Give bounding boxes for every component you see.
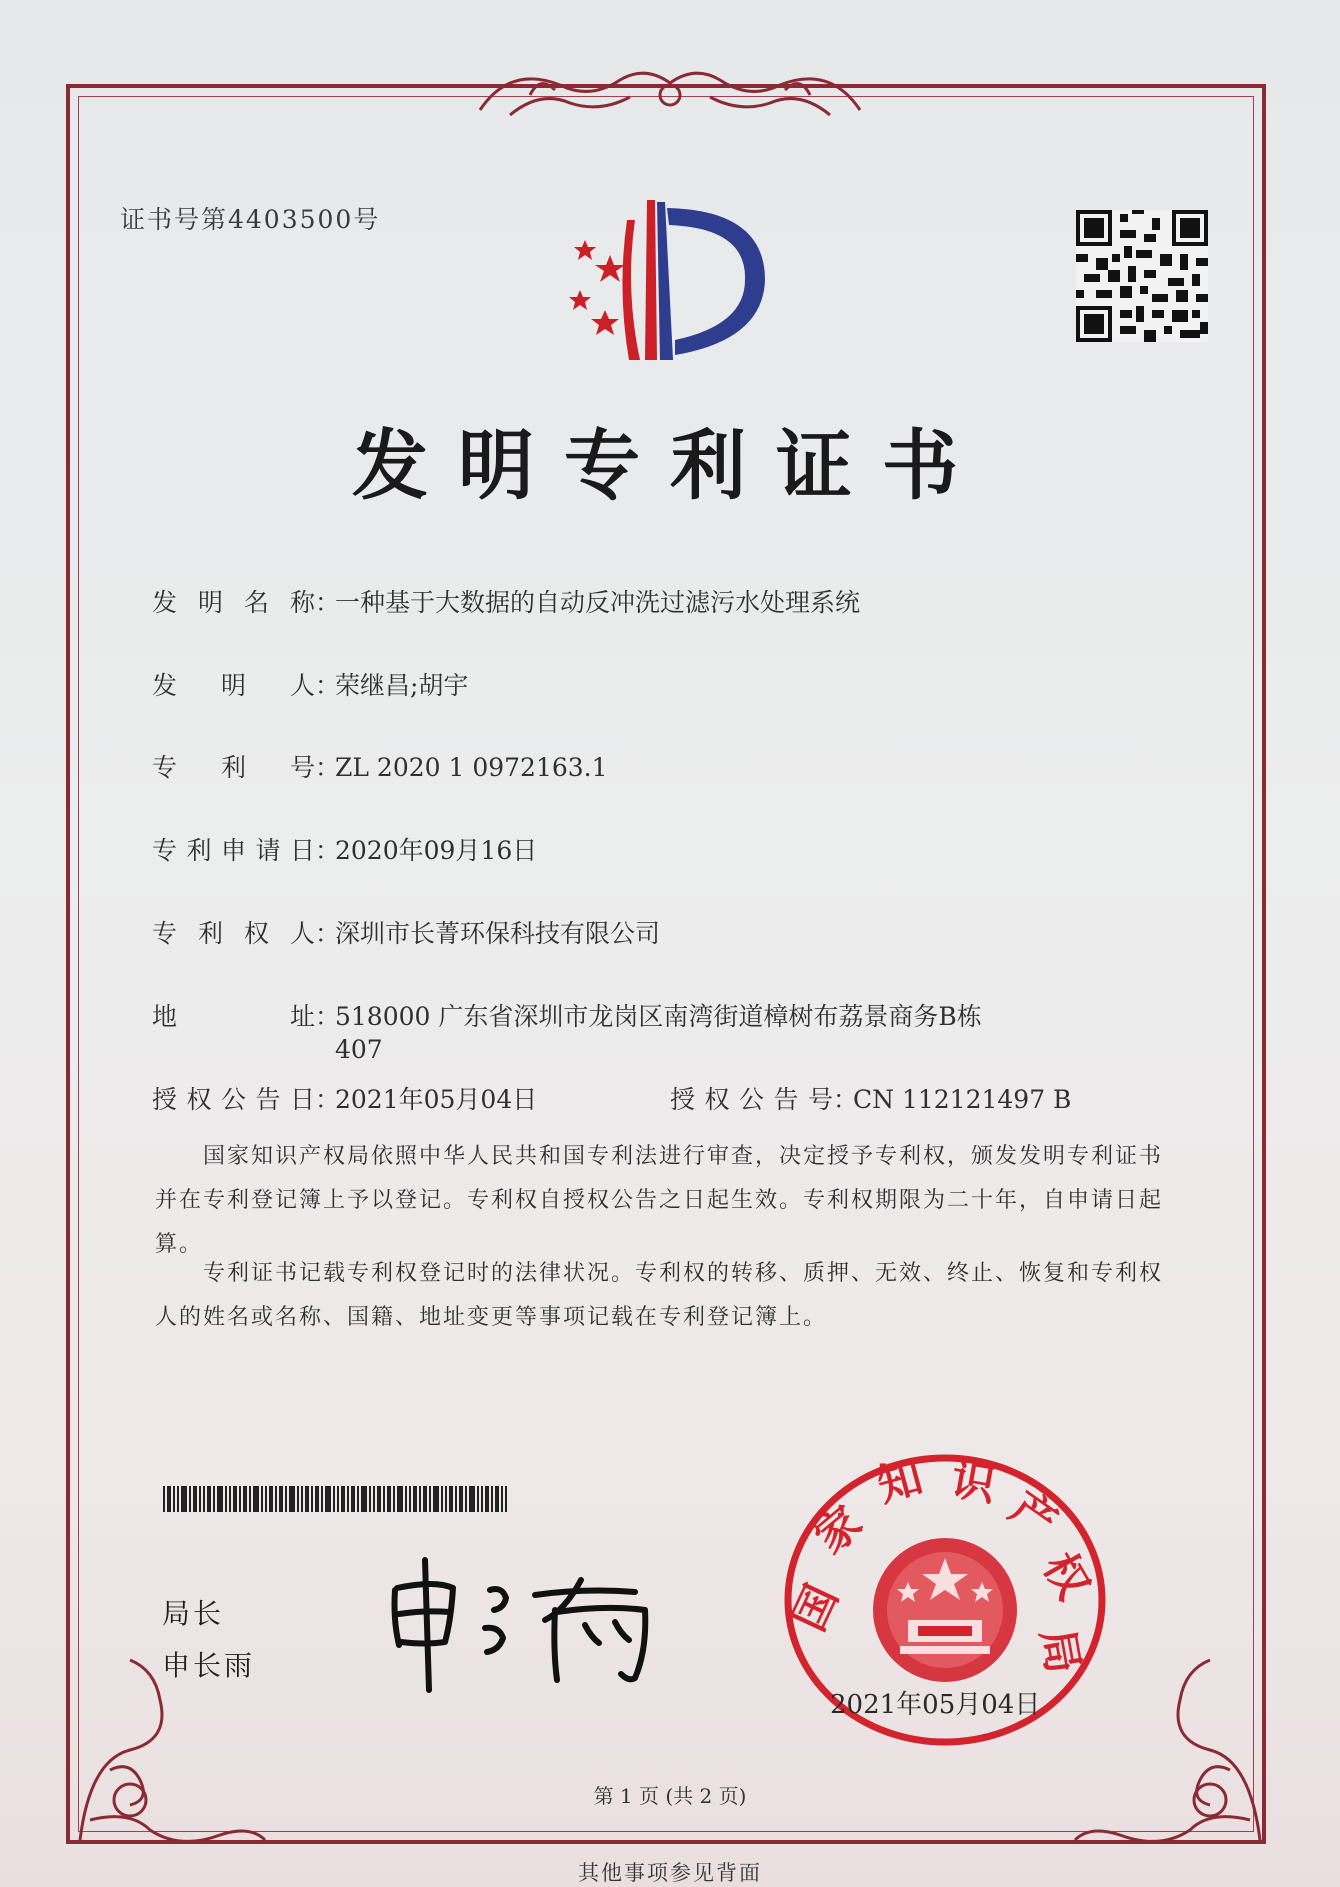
inventor-row [152,666,468,702]
inventor-label: 发明人 [152,671,315,700]
address-row [152,997,982,1033]
director-signature-icon [385,1550,675,1700]
director-title: 局长 [162,1597,225,1630]
application-date-row [152,831,537,867]
grant-number-row [670,1080,1071,1116]
seal-date: 2021年05月04日 [830,1690,1041,1720]
patentee-value: 深圳市长菁环保科技有限公司 [335,919,661,948]
certificate-number: 证书号第4403500号 [120,205,381,234]
bottom-note: 其他事项参见背面 [578,1861,762,1885]
page-number: 第 1 页 (共 2 页) [593,1784,747,1808]
grant-number-label: 授权公告号 [670,1085,833,1114]
colon: ： [315,1002,341,1031]
cnipa-logo-icon [565,190,780,365]
patentee-label: 专利权人 [152,919,315,948]
inventor-value: 荣继昌;胡宇 [335,671,469,700]
grant-date-value: 2021年05月04日 [335,1085,538,1114]
svg-text:知: 知 [872,1451,928,1513]
patent-number-value: ZL 2020 1 0972163.1 [335,753,608,782]
colon: ： [315,836,341,865]
svg-text:局: 局 [1030,1625,1089,1678]
statement-paragraph-2: 专利证书记载专利权登记时的法律状况。专利权的转移、质押、无效、终止、恢复和专利权人的姓名或名称、国籍、地址变更等事项记载在专利登记簿上。 [155,1261,1164,1330]
address-value-line1: 518000 广东省深圳市龙岗区南湾街道樟树布荔景商务B栋 [335,1002,982,1031]
barcode-icon [163,1486,507,1512]
invention-name-value: 一种基于大数据的自动反冲洗过滤污水处理系统 [335,588,861,617]
svg-text:识: 识 [947,1453,1000,1512]
patentee-row [152,914,660,950]
qr-code-icon [1076,210,1208,342]
application-date-label: 专利申请日 [152,836,315,865]
address-value-line2: 407 [335,1035,383,1064]
top-ornament-icon [470,55,870,130]
statement-paragraph-1: 国家知识产权局依照中华人民共和国专利法进行审查，决定授予专利权，颁发发明专利证书并在专利登记簿上予以登记。专利权自授权公告之日起生效。专利权期限为二十年，自申请日起算。 [155,1144,1164,1257]
director-name: 申长雨 [162,1649,256,1682]
colon: ： [315,671,341,700]
colon: ： [315,1085,341,1114]
svg-text:权: 权 [1032,1544,1099,1609]
svg-text:家: 家 [805,1496,872,1564]
application-date-value: 2020年09月16日 [335,836,538,865]
svg-text:产: 产 [1000,1481,1066,1549]
colon: ： [315,919,341,948]
invention-name-label: 发明名称 [152,588,315,617]
address-label: 地址 [152,1002,315,1031]
grant-date-row [152,1080,537,1116]
patent-number-row [152,748,608,784]
colon: ： [315,753,341,782]
certificate-title: 发明专利证书 [352,421,988,510]
colon: ： [833,1085,859,1114]
grant-date-label: 授权公告日 [152,1085,315,1114]
patent-number-label: 专利号 [152,753,315,782]
invention-name-row [152,583,860,619]
svg-text:国: 国 [783,1577,849,1639]
grant-number-value: CN 112121497 B [853,1085,1072,1114]
colon: ： [315,588,341,617]
